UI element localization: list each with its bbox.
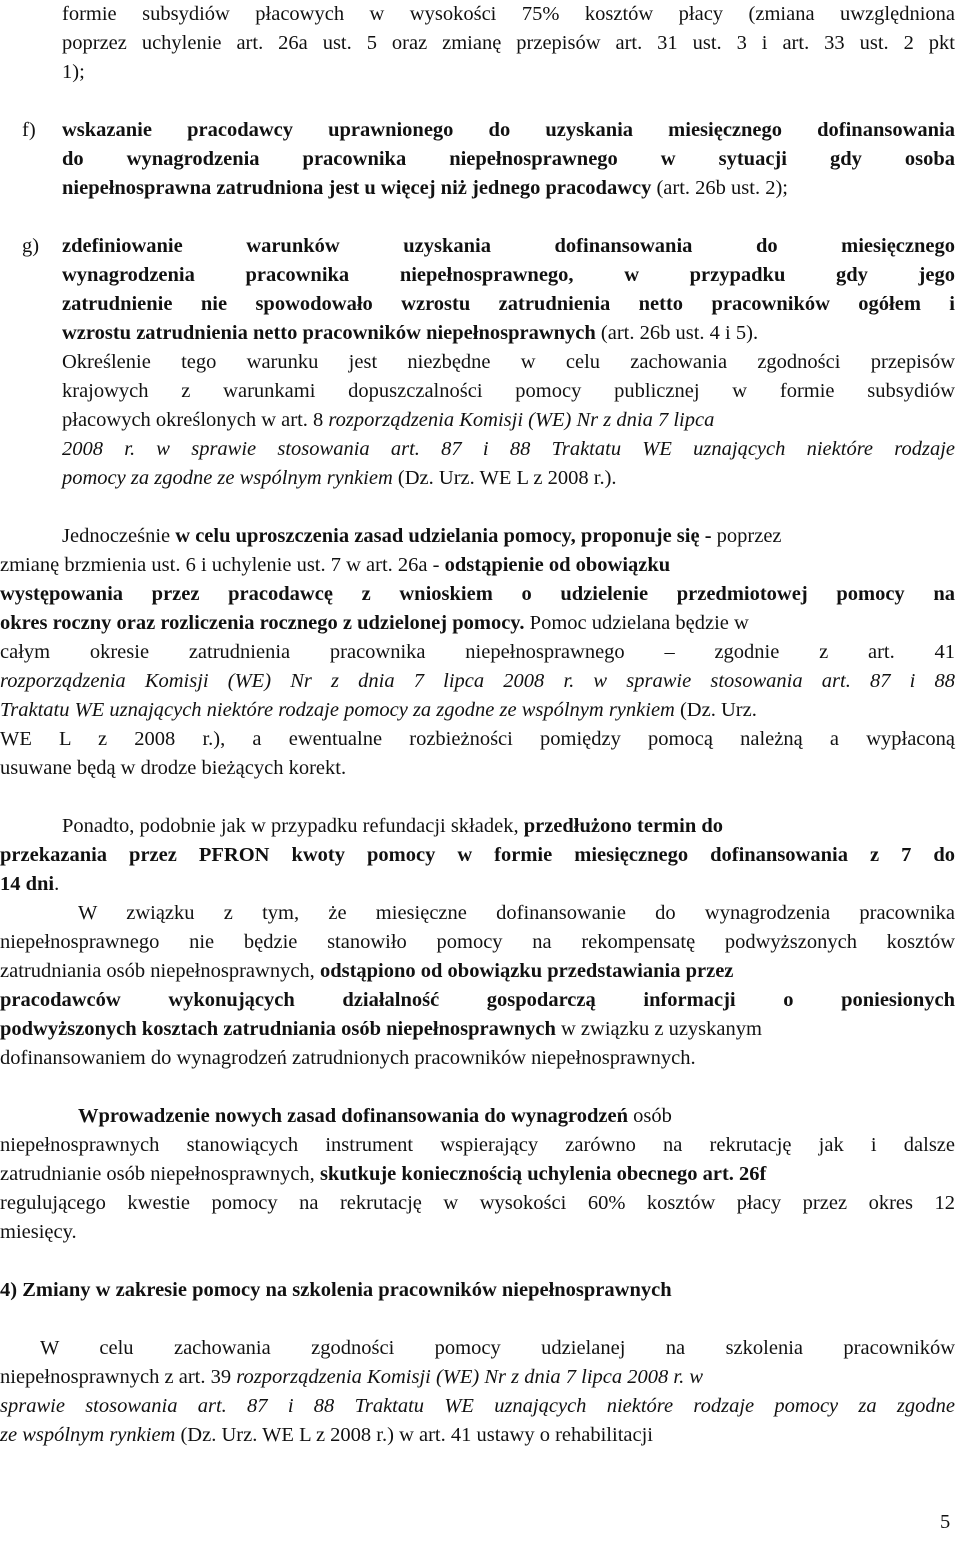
- text-line: [62, 174, 788, 202]
- text-line: [0, 1015, 955, 1043]
- text-line: [0, 1160, 955, 1188]
- page-number: 5: [940, 1511, 951, 1533]
- list-label-f: f): [22, 119, 36, 141]
- text-line: [0, 609, 955, 637]
- text-line: miesięcy.: [0, 1221, 77, 1243]
- text-line: poprzez uchylenie art. 26a ust. 5 oraz zmianę przepisów art. 31 ust. 3 i art. 33 ust. 2 pkt: [62, 32, 955, 54]
- text-line: 1);: [62, 61, 85, 83]
- bold-span: przedłużono termin do: [523, 815, 723, 837]
- text-line: 2008 r. w sprawie stosowania art. 87 i 88 Traktatu WE uznających niektóre rodzaje: [62, 438, 955, 460]
- text-line: [62, 522, 955, 550]
- text-line: niepełnosprawnych stanowiących instrument wspierający zarówno na rekrutację jak i dalsze: [0, 1134, 955, 1156]
- bold-span: okres roczny oraz rozliczenia rocznego z udzielonej pomocy.: [0, 612, 525, 634]
- text-line: W celu zachowania zgodności pomocy udzielanej na szkolenia pracowników: [40, 1337, 955, 1359]
- text-span: w związku z uzyskanym: [555, 1018, 762, 1040]
- text-span: (art. 26b ust. 4 i 5).: [595, 322, 759, 344]
- italic-span: pomocy za zgodne ze wspólnym rynkiem: [62, 467, 393, 489]
- text-line: zdefiniowanie warunków uzyskania dofinansowania do miesięcznego: [62, 235, 955, 257]
- text-line: [0, 1363, 955, 1391]
- text-span: poprzez: [711, 525, 782, 547]
- text-line: WE L z 2008 r.), a ewentualne rozbieżności pomiędzy pomocą należną a wypłaconą: [0, 728, 955, 750]
- bold-span: Wprowadzenie nowych zasad dofinansowania do wynagrodzeń: [78, 1105, 628, 1127]
- text-span: zmianę brzmienia ust. 6 i uchylenie ust. 7 w art. 26a -: [0, 554, 445, 576]
- text-line: Określenie tego warunku jest niezbędne w celu zachowania zgodności przepisów: [62, 351, 955, 373]
- text-span: zatrudniania osób niepełnosprawnych,: [0, 960, 320, 982]
- bold-span: odstąpienie od obowiązku: [444, 554, 671, 576]
- text-line: W związku z tym, że miesięczne dofinansowanie do wynagrodzenia pracownika: [78, 902, 955, 924]
- text-line: [0, 957, 955, 985]
- text-span: płacowych określonych w art. 8: [62, 409, 329, 431]
- text-line: dofinansowaniem do wynagrodzeń zatrudnionych pracowników niepełnosprawnych.: [0, 1047, 696, 1069]
- text-line: [62, 812, 955, 840]
- section-heading: 4) Zmiany w zakresie pomocy na szkolenia pracowników niepełnosprawnych: [0, 1279, 672, 1301]
- text-line: [0, 870, 59, 898]
- text-span: Ponadto, podobnie jak w przypadku refundacji składek,: [62, 815, 524, 837]
- text-line: [0, 1421, 955, 1449]
- text-line: wskazanie pracodawcy uprawnionego do uzyskania miesięcznego dofinansowania: [62, 119, 955, 141]
- text-line: [62, 319, 758, 347]
- text-line: niepełnosprawnego nie będzie stanowiło pomocy na rekompensatę podwyższonych kosztów: [0, 931, 955, 953]
- text-span: Pomoc udzielana będzie w: [524, 612, 749, 634]
- text-line: przekazania przez PFRON kwoty pomocy w formie miesięcznego dofinansowania z 7 do: [0, 844, 955, 866]
- text-line: sprawie stosowania art. 87 i 88 Traktatu WE uznających niektóre rodzaje pomocy za zgodne: [0, 1395, 955, 1417]
- text-line: wynagrodzenia pracownika niepełnosprawnego, w przypadku gdy jego: [62, 264, 955, 286]
- text-line: całym okresie zatrudnienia pracownika niepełnosprawnego – zgodnie z art. 41: [0, 641, 955, 663]
- text-span: zatrudnianie osób niepełnosprawnych,: [0, 1163, 320, 1185]
- text-line: [62, 464, 617, 492]
- italic-span: rozporządzenia Komisji (WE) Nr z dnia 7 lipca 2008 r. w: [236, 1366, 704, 1388]
- text-line: usuwane będą w drodze bieżących korekt.: [0, 757, 347, 779]
- list-label-g: g): [22, 235, 40, 257]
- text-line: występowania przez pracodawcę z wnioskiem o udzielenie przedmiotowej pomocy na: [0, 583, 955, 605]
- italic-span: rozporządzenia Komisji (WE) Nr z dnia 7 lipca: [328, 409, 715, 431]
- text-span: (Dz. Urz. WE L z 2008 r.).: [392, 467, 617, 489]
- text-span: osób: [627, 1105, 672, 1127]
- bold-span: wzrostu zatrudnienia netto pracowników niepełnosprawnych: [62, 322, 596, 344]
- bold-span: 14 dni: [0, 873, 55, 895]
- bold-span: podwyższonych kosztach zatrudniania osób niepełnosprawnych: [0, 1018, 556, 1040]
- text-line: [0, 551, 955, 579]
- italic-span: Traktatu WE uznających niektóre rodzaje pomocy za zgodne ze wspólnym rynkiem: [0, 699, 675, 721]
- text-line: krajowych z warunkami dopuszczalności pomocy publicznej w formie subsydiów: [62, 380, 955, 402]
- text-line: [78, 1102, 955, 1130]
- bold-span: skutkuje koniecznością uchylenia obecnego art. 26f: [319, 1163, 767, 1185]
- text-line: formie subsydiów płacowych w wysokości 75% kosztów płacy (zmiana uwzględniona: [62, 3, 955, 25]
- text-span: (Dz. Urz. WE L z 2008 r.) w art. 41 ustawy o rehabilitacji: [175, 1424, 653, 1446]
- bold-span: w celu uproszczenia zasad udzielania pomocy, proponuje się -: [175, 525, 712, 547]
- text-span: (art. 26b ust. 2);: [651, 177, 789, 199]
- text-span: niepełnosprawnych z art. 39: [0, 1366, 237, 1388]
- text-line: [62, 406, 955, 434]
- text-line: zatrudnienie nie spowodowało wzrostu zatrudnienia netto pracowników ogółem i: [62, 293, 955, 315]
- text-line: rozporządzenia Komisji (WE) Nr z dnia 7 lipca 2008 r. w sprawie stosowania art. 87 i 88: [0, 670, 955, 692]
- text-line: regulującego kwestie pomocy na rekrutację w wysokości 60% kosztów płacy przez okres 12: [0, 1192, 955, 1214]
- text-span: (Dz. Urz.: [674, 699, 757, 721]
- text-line: do wynagrodzenia pracownika niepełnosprawnego w sytuacji gdy osoba: [62, 148, 955, 170]
- text-span: Jednocześnie: [62, 525, 176, 547]
- text-line: [0, 696, 955, 724]
- text-span: .: [54, 873, 60, 895]
- bold-span: odstąpiono od obowiązku przedstawiania przez: [319, 960, 734, 982]
- bold-span: niepełnosprawna zatrudniona jest u więcej niż jednego pracodawcy: [62, 177, 652, 199]
- text-line: pracodawców wykonujących działalność gospodarczą informacji o poniesionych: [0, 989, 955, 1011]
- italic-span: ze wspólnym rynkiem: [0, 1424, 176, 1446]
